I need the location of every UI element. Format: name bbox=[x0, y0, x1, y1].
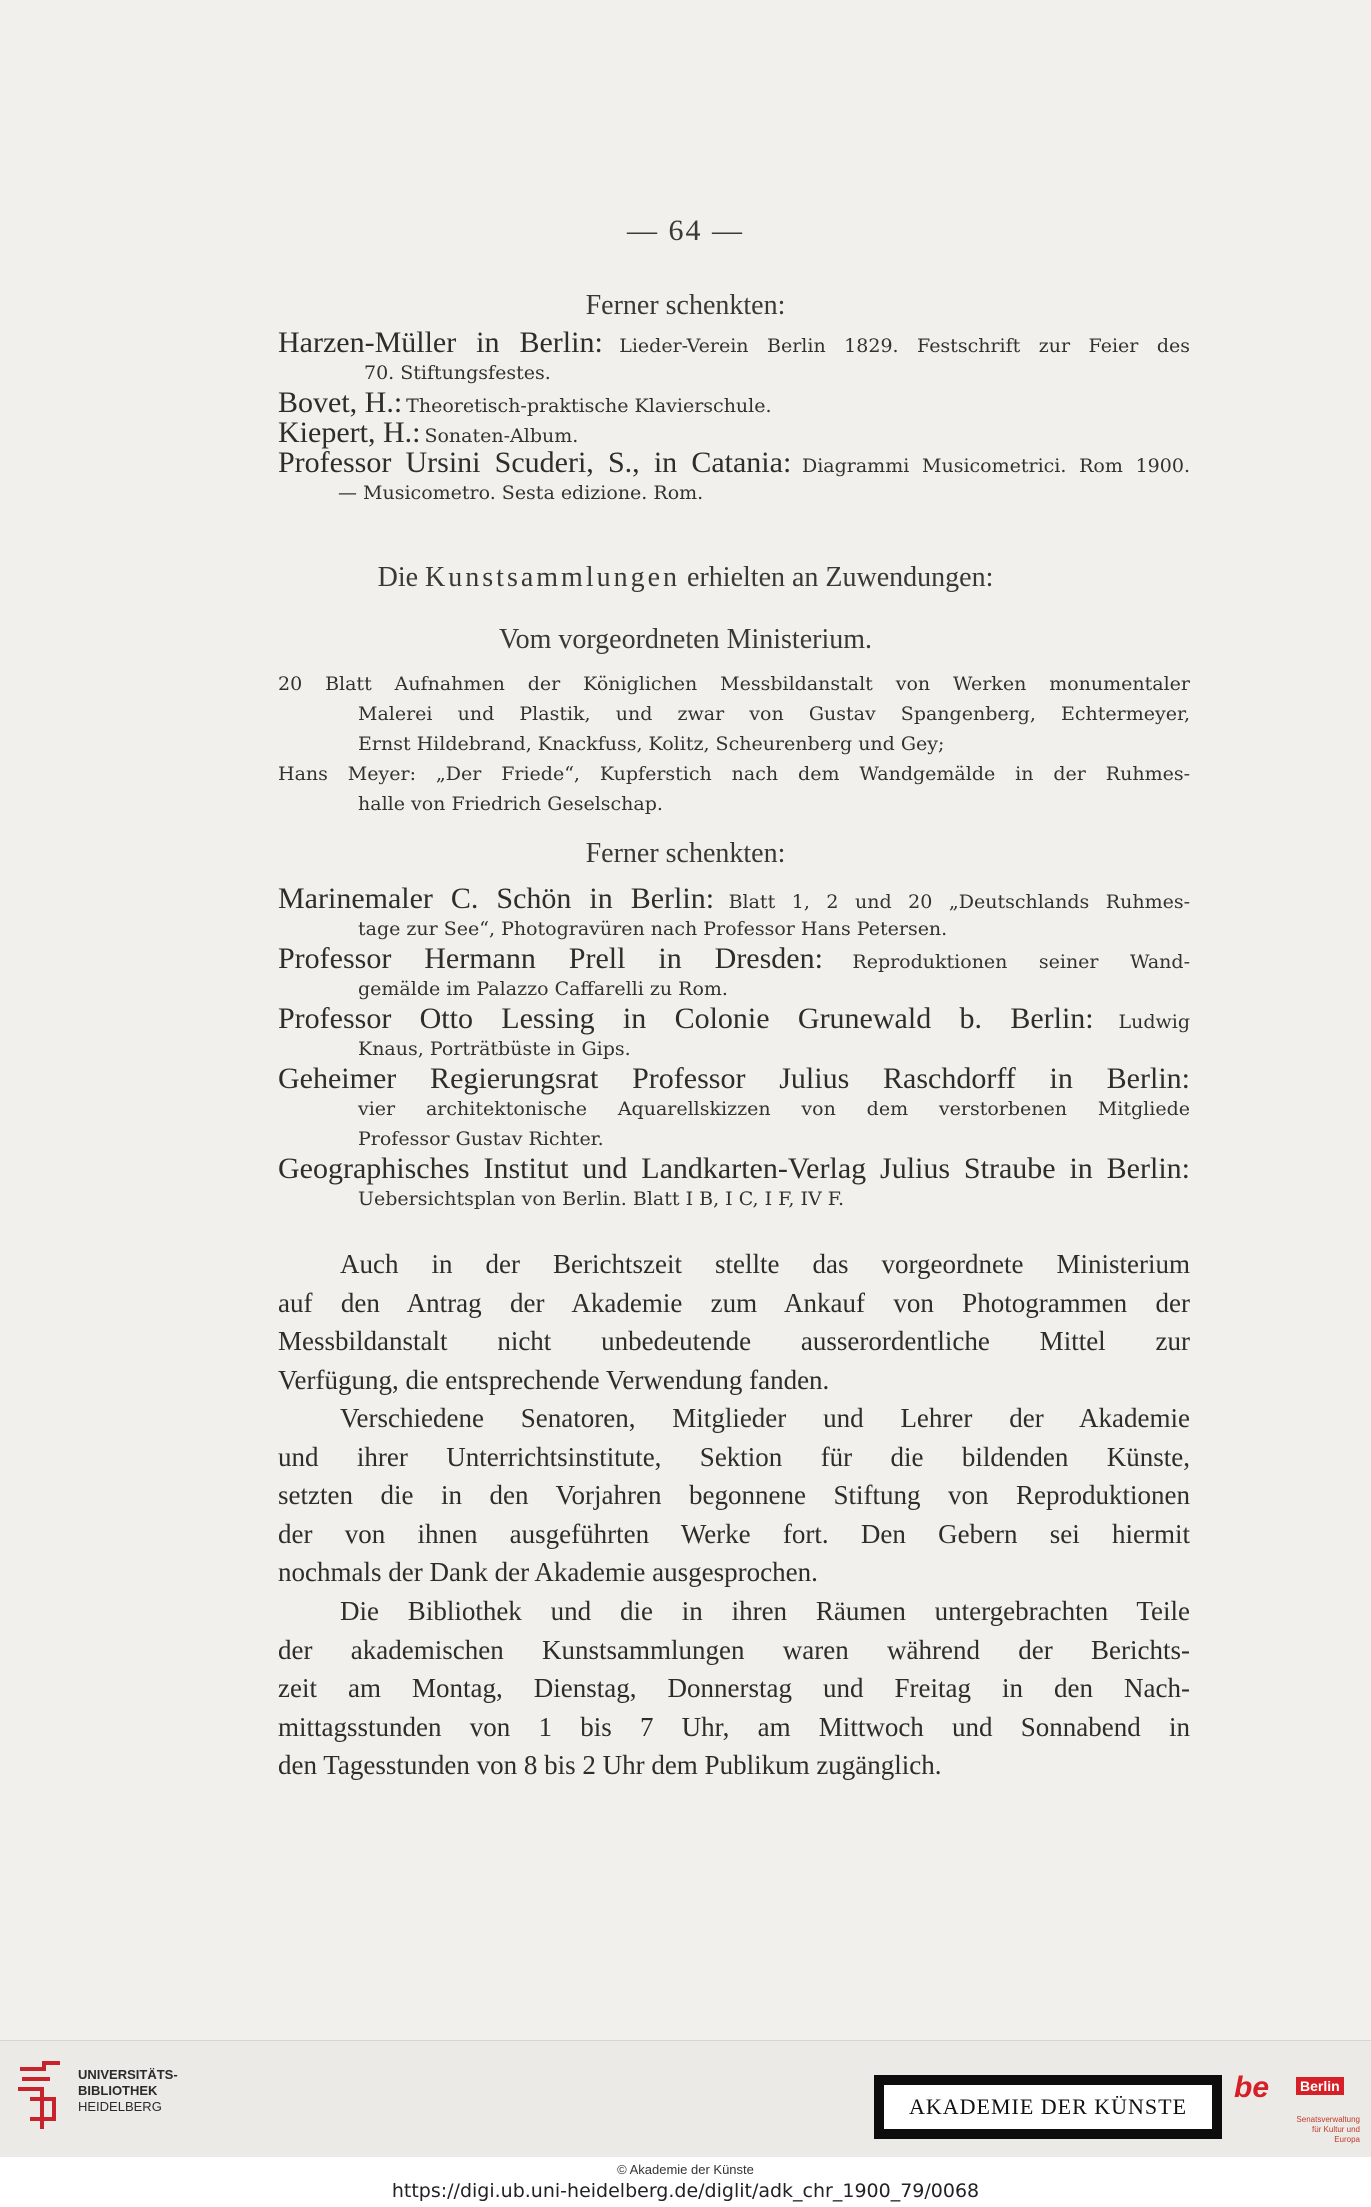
donor-name: Professor Ursini Scuderi, S., in Catania: bbox=[278, 446, 792, 479]
donation-entry-line bbox=[278, 1064, 1190, 1094]
donation-list-2 bbox=[278, 884, 1190, 1214]
university-library-name[interactable] bbox=[78, 2067, 178, 2115]
body-paragraph-1 bbox=[278, 1245, 1190, 1399]
paragraph-line: Verschiedene Senatoren, Mitglieder und Lehrer der Akademie bbox=[340, 1403, 1190, 1433]
donation-item: Sonaten-Album. bbox=[424, 425, 579, 447]
berlin-logo-subtitle: Senatsverwaltung für Kultur und Europa bbox=[1296, 2115, 1360, 2144]
library-line: UNIVERSITÄTS- bbox=[78, 2067, 178, 2082]
permalink-url[interactable]: https://digi.ub.uni-heidelberg.de/diglit/adk_chr_1900_79/0068 bbox=[391, 2180, 980, 2202]
donation-entry-line bbox=[278, 388, 1190, 418]
paragraph-line: Messbildanstalt nicht unbedeutende ausserordentliche Mittel zur bbox=[278, 1326, 1190, 1356]
copyright-notice: © Akademie der Künste bbox=[617, 2162, 754, 2177]
donation-entry-line bbox=[278, 418, 1190, 448]
berlin-logo-be: be bbox=[1234, 2071, 1270, 2104]
akademie-der-kuenste-logo[interactable] bbox=[874, 2075, 1222, 2139]
paragraph-line: setzten die in den Vorjahren begonnene Stiftung von Reproduktionen bbox=[278, 1480, 1190, 1510]
ministerium-list bbox=[278, 669, 1190, 819]
donation-item: Lieder-Verein Berlin 1829. Festschrift zur Feier des bbox=[619, 335, 1190, 357]
library-line: BIBLIOTHEK bbox=[78, 2083, 158, 2098]
heading-part: erhielten an Zuwendungen: bbox=[687, 562, 994, 593]
paragraph-line: und ihrer Unterrichtsinstitute, Sektion für die bildenden Künste, bbox=[278, 1441, 1190, 1472]
body-paragraph-2 bbox=[278, 1399, 1190, 1592]
donation-entry-line bbox=[278, 328, 1190, 358]
paragraph-line: auf den Antrag der Akademie zum Ankauf von Photogrammen der bbox=[278, 1287, 1190, 1318]
donation-item: Reproduktionen seiner Wand- bbox=[852, 951, 1191, 973]
donation-item-continued: vier architektonische Aquarellskizzen von dem verstorbenen Mitgliede bbox=[358, 1098, 1190, 1120]
donor-name: Bovet, H.: bbox=[278, 386, 403, 419]
paragraph-line: Verfügung, die entsprechende Verwendung fanden. bbox=[278, 1364, 830, 1395]
donation-entry-line bbox=[278, 1004, 1190, 1034]
paragraph-line: den Tagesstunden von 8 bis 2 Uhr dem Publikum zugänglich. bbox=[278, 1750, 942, 1780]
paragraph-line: der akademischen Kunstsammlungen waren während der Berichts- bbox=[278, 1634, 1190, 1665]
ministerium-line: Hans Meyer: „Der Friede“, Kupferstich nach dem Wandgemälde in der Ruhmes- bbox=[278, 763, 1190, 785]
paragraph-line: mittagsstunden von 1 bis 7 Uhr, am Mittwoch und Sonnabend in bbox=[278, 1711, 1190, 1742]
donation-item: Diagrammi Musicometrici. Rom 1900. bbox=[801, 455, 1190, 477]
donation-item: Ludwig bbox=[1118, 1011, 1191, 1033]
akademie-logo-text: AKADEMIE DER KÜNSTE bbox=[884, 2085, 1212, 2129]
donation-item-continued: Professor Gustav Richter. bbox=[358, 1128, 604, 1150]
donation-list-1 bbox=[278, 328, 1190, 508]
section-heading-kunstsammlungen bbox=[0, 562, 1371, 594]
donation-item-continued: Uebersichtsplan von Berlin. Blatt I B, I C, I F, IV F. bbox=[358, 1188, 845, 1210]
donor-name: Kiepert, H.: bbox=[278, 416, 421, 449]
donor-name: Harzen-Müller in Berlin: bbox=[278, 326, 603, 359]
donation-entry-line bbox=[278, 448, 1190, 478]
donation-item-continued: — Musicometro. Sesta edizione. Rom. bbox=[338, 482, 704, 504]
university-library-logo-icon[interactable] bbox=[14, 2059, 66, 2131]
ministerium-line: 20 Blatt Aufnahmen der Königlichen Messbildanstalt von Werken monumentaler bbox=[278, 673, 1190, 695]
donation-item: Blatt 1, 2 und 20 „Deutschlands Ruhmes- bbox=[728, 891, 1191, 913]
page-number: — 64 — bbox=[627, 214, 744, 247]
body-paragraph-3 bbox=[278, 1592, 1190, 1785]
donor-name: Marinemaler C. Schön in Berlin: bbox=[278, 882, 715, 915]
section-heading-ministerium: Vom vorgeordneten Ministerium. bbox=[498, 624, 873, 655]
paragraph-line: Die Bibliothek und die in ihren Räumen untergebrachten Teile bbox=[340, 1596, 1190, 1626]
donation-item-continued: tage zur See“, Photogravüren nach Professor Hans Petersen. bbox=[358, 918, 948, 940]
donor-name: Professor Hermann Prell in Dresden: bbox=[278, 942, 823, 975]
paragraph-line: der von ihnen ausgeführten Werke fort. Den Gebern sei hiermit bbox=[278, 1518, 1190, 1549]
section-heading-ferner-schenkten-2: Ferner schenkten: bbox=[585, 838, 786, 869]
donation-entry-line bbox=[278, 1154, 1190, 1184]
paragraph-line: nochmals der Dank der Akademie ausgesprochen. bbox=[278, 1557, 818, 1587]
ministerium-line: Ernst Hildebrand, Knackfuss, Kolitz, Scheurenberg und Gey; bbox=[358, 733, 945, 755]
donor-name: Geheimer Regierungsrat Professor Julius Raschdorff in Berlin: bbox=[278, 1062, 1190, 1095]
paragraph-line: Auch in der Berichtszeit stellte das vorgeordnete Ministerium bbox=[340, 1249, 1190, 1279]
ministerium-line: Malerei und Plastik, und zwar von Gustav Spangenberg, Echtermeyer, bbox=[358, 703, 1190, 725]
heading-spaced-word: Kunstsammlungen bbox=[425, 562, 681, 593]
paragraph-line: zeit am Montag, Dienstag, Donnerstag und Freitag in den Nach- bbox=[278, 1673, 1190, 1703]
donation-entry-line bbox=[278, 884, 1190, 914]
viewer-footer bbox=[0, 2040, 1371, 2157]
library-line: HEIDELBERG bbox=[78, 2099, 162, 2114]
berlin-senate-logo[interactable] bbox=[1234, 2071, 1360, 2144]
heading-part: Die bbox=[377, 562, 419, 593]
donation-item-continued: gemälde im Palazzo Caffarelli zu Rom. bbox=[358, 978, 728, 1000]
donation-item: Theoretisch-praktische Klavierschule. bbox=[406, 395, 772, 417]
donor-name: Geographisches Institut und Landkarten-Verlag Julius Straube in Berlin: bbox=[278, 1152, 1190, 1185]
donation-item-continued: 70. Stiftungsfestes. bbox=[364, 362, 551, 384]
donor-name: Professor Otto Lessing in Colonie Grunewald b. Berlin: bbox=[278, 1002, 1094, 1035]
donation-item-continued: Knaus, Porträtbüste in Gips. bbox=[358, 1038, 631, 1060]
section-heading-ferner-schenkten: Ferner schenkten: bbox=[585, 290, 786, 321]
berlin-logo-tag: Berlin bbox=[1296, 2077, 1344, 2095]
donation-entry-line bbox=[278, 944, 1190, 974]
ministerium-line: halle von Friedrich Geselschap. bbox=[358, 793, 663, 815]
